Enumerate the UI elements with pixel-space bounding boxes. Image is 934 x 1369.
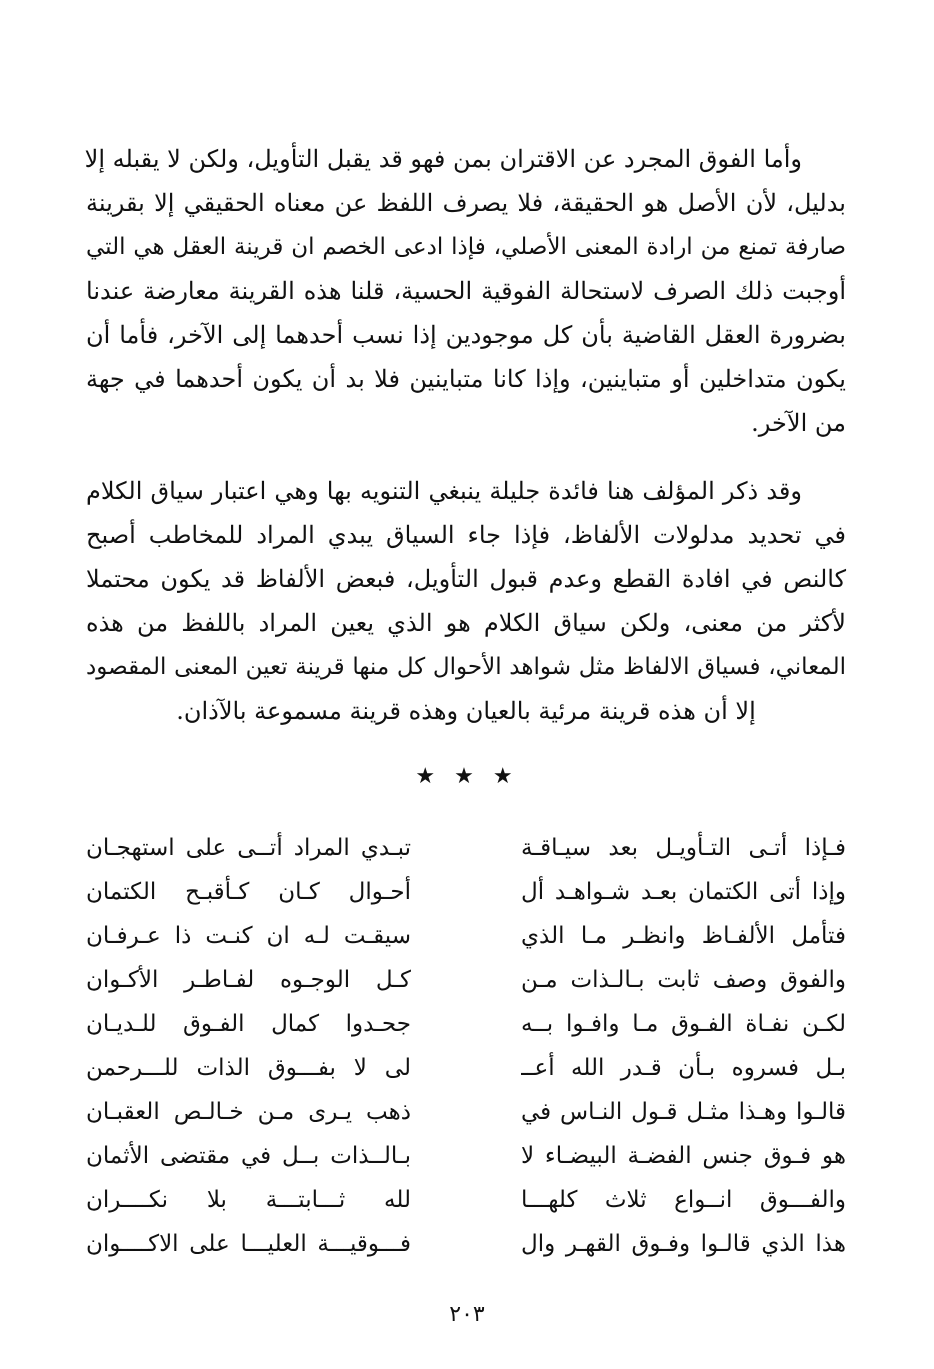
verse-second-hemistich: كـل الوجـوه لفـاطـر الأكـوان <box>86 967 411 993</box>
paragraph-line: وقد ذكر المؤلف هنا فائدة جليلة ينبغي التنويه بها وهي اعتبار سياق الكلام <box>86 477 802 505</box>
verse-second-hemistich: بـالــذات بــل في مقتضى الأثمان <box>86 1143 411 1169</box>
paragraph-line: صارفة تمنع من ارادة المعنى الأصلي، فإذا ادعى الخصم ان قرينة العقل هي التي <box>86 234 846 260</box>
paragraph-line: وأما الفوق المجرد عن الاقتران بمن فهو قد يقبل التأويل، ولكن لا يقبله إلا <box>84 145 802 173</box>
verse-second-hemistich: فـــوقيـــة العليـــا على الاكــــوان <box>86 1231 411 1257</box>
verse-first-hemistich: وإذا أتى الكتمان بعـد شـواهـد أل <box>521 879 846 905</box>
verse-first-hemistich: هذا الذي قالـوا وفـوق القهـر وال <box>521 1231 846 1257</box>
paragraph-line: بضرورة العقل القاضية بأن كل موجودين إذا نسب أحدهما إلى الآخر، فأما أن <box>86 321 846 349</box>
verse-second-hemistich: لله ثـــابتـــة بلا نكــــران <box>86 1187 411 1213</box>
paragraph-line: إلا أن هذه قرينة مرئية بالعيان وهذه قرينة مسموعة بالآذان. <box>176 697 756 725</box>
verse-first-hemistich: هو فـوق جنس الفضـة البيضـاء لا <box>521 1143 846 1169</box>
poem-verse <box>86 1002 846 1046</box>
verse-first-hemistich: فـإذا أتـى التـأويـل بعد سيـاقـة <box>521 835 846 861</box>
paragraph-line: أوجبت ذلك الصرف لاستحالة الفوقية الحسية، قلنا هذه القرينة معارضة عندنا <box>86 277 846 305</box>
section-separator: ★ ★ ★ <box>415 764 519 789</box>
poem-verse <box>86 958 846 1002</box>
poem-verse <box>86 1222 846 1266</box>
page-number: ٢٠٣ <box>449 1302 485 1327</box>
verse-second-hemistich: جحـدوا كمال الفـوق للـديـان <box>86 1011 411 1037</box>
poem-verse <box>86 1178 846 1222</box>
verse-first-hemistich: لكـن نفـاة الفـوق مـا وافـوا بــه <box>521 1011 846 1037</box>
verse-first-hemistich: بـل فسروه بـأن قـدر الله أعــ <box>521 1055 846 1081</box>
paragraph-line: كالنص في افادة القطع وعدم قبول التأويل، فبعض الألفاظ قد يكون محتملا <box>86 565 846 593</box>
paragraph-1 <box>86 137 846 445</box>
verse-second-hemistich: تبـدي المراد أتــى على استهجـان <box>86 835 411 861</box>
poem-verse <box>86 1134 846 1178</box>
paragraph-line: في تحديد مدلولات الألفاظ، فإذا جاء السياق يبدي المراد للمخاطب أصبح <box>86 521 846 549</box>
paragraph-2 <box>86 469 846 733</box>
paragraph-line: يكون متداخلين أو متباينين، وإذا كانا متباينين فلا بد أن يكون أحدهما في جهة <box>86 365 846 393</box>
poem-verse <box>86 870 846 914</box>
verse-first-hemistich: والفوق وصف ثابت بـالـذات مـن <box>521 967 846 993</box>
verse-first-hemistich: قالـوا وهـذا مثـل قـول النـاس في <box>521 1099 846 1125</box>
poem-verse <box>86 914 846 958</box>
verse-second-hemistich: أحـوال كـان كـأقبـح الكتمان <box>86 879 411 905</box>
paragraph-line: المعاني، فسياق الالفاظ مثل شواهد الأحوال كل منها قرينة تعين المعنى المقصود <box>86 654 846 680</box>
paragraph-line: لأكثر من معنى، ولكن سياق الكلام هو الذي يعين المراد باللفظ من هذه <box>86 609 846 637</box>
poem-verse <box>86 826 846 870</box>
verse-second-hemistich: ذهب يـرى مـن خـالـص العقبـان <box>86 1099 411 1125</box>
verse-first-hemistich: فتأمل الألفـاظ وانظـر مـا الذي <box>521 923 846 949</box>
verse-second-hemistich: لى لا بفـــوق الذات للـــرحمن <box>86 1055 411 1081</box>
paragraph-line: من الآخر. <box>751 409 846 437</box>
verse-second-hemistich: سيقـت لـه ان كنـت ذا عـرفـان <box>86 923 411 949</box>
poem-verse <box>86 1090 846 1134</box>
verse-first-hemistich: والفـــوق انــواع ثلاث كلهـــا <box>521 1187 846 1213</box>
poem-verse <box>86 1046 846 1090</box>
poem <box>86 826 846 1266</box>
paragraph-line: بدليل، لأن الأصل هو الحقيقة، فلا يصرف اللفظ عن معناه الحقيقي إلا بقرينة <box>86 189 846 217</box>
